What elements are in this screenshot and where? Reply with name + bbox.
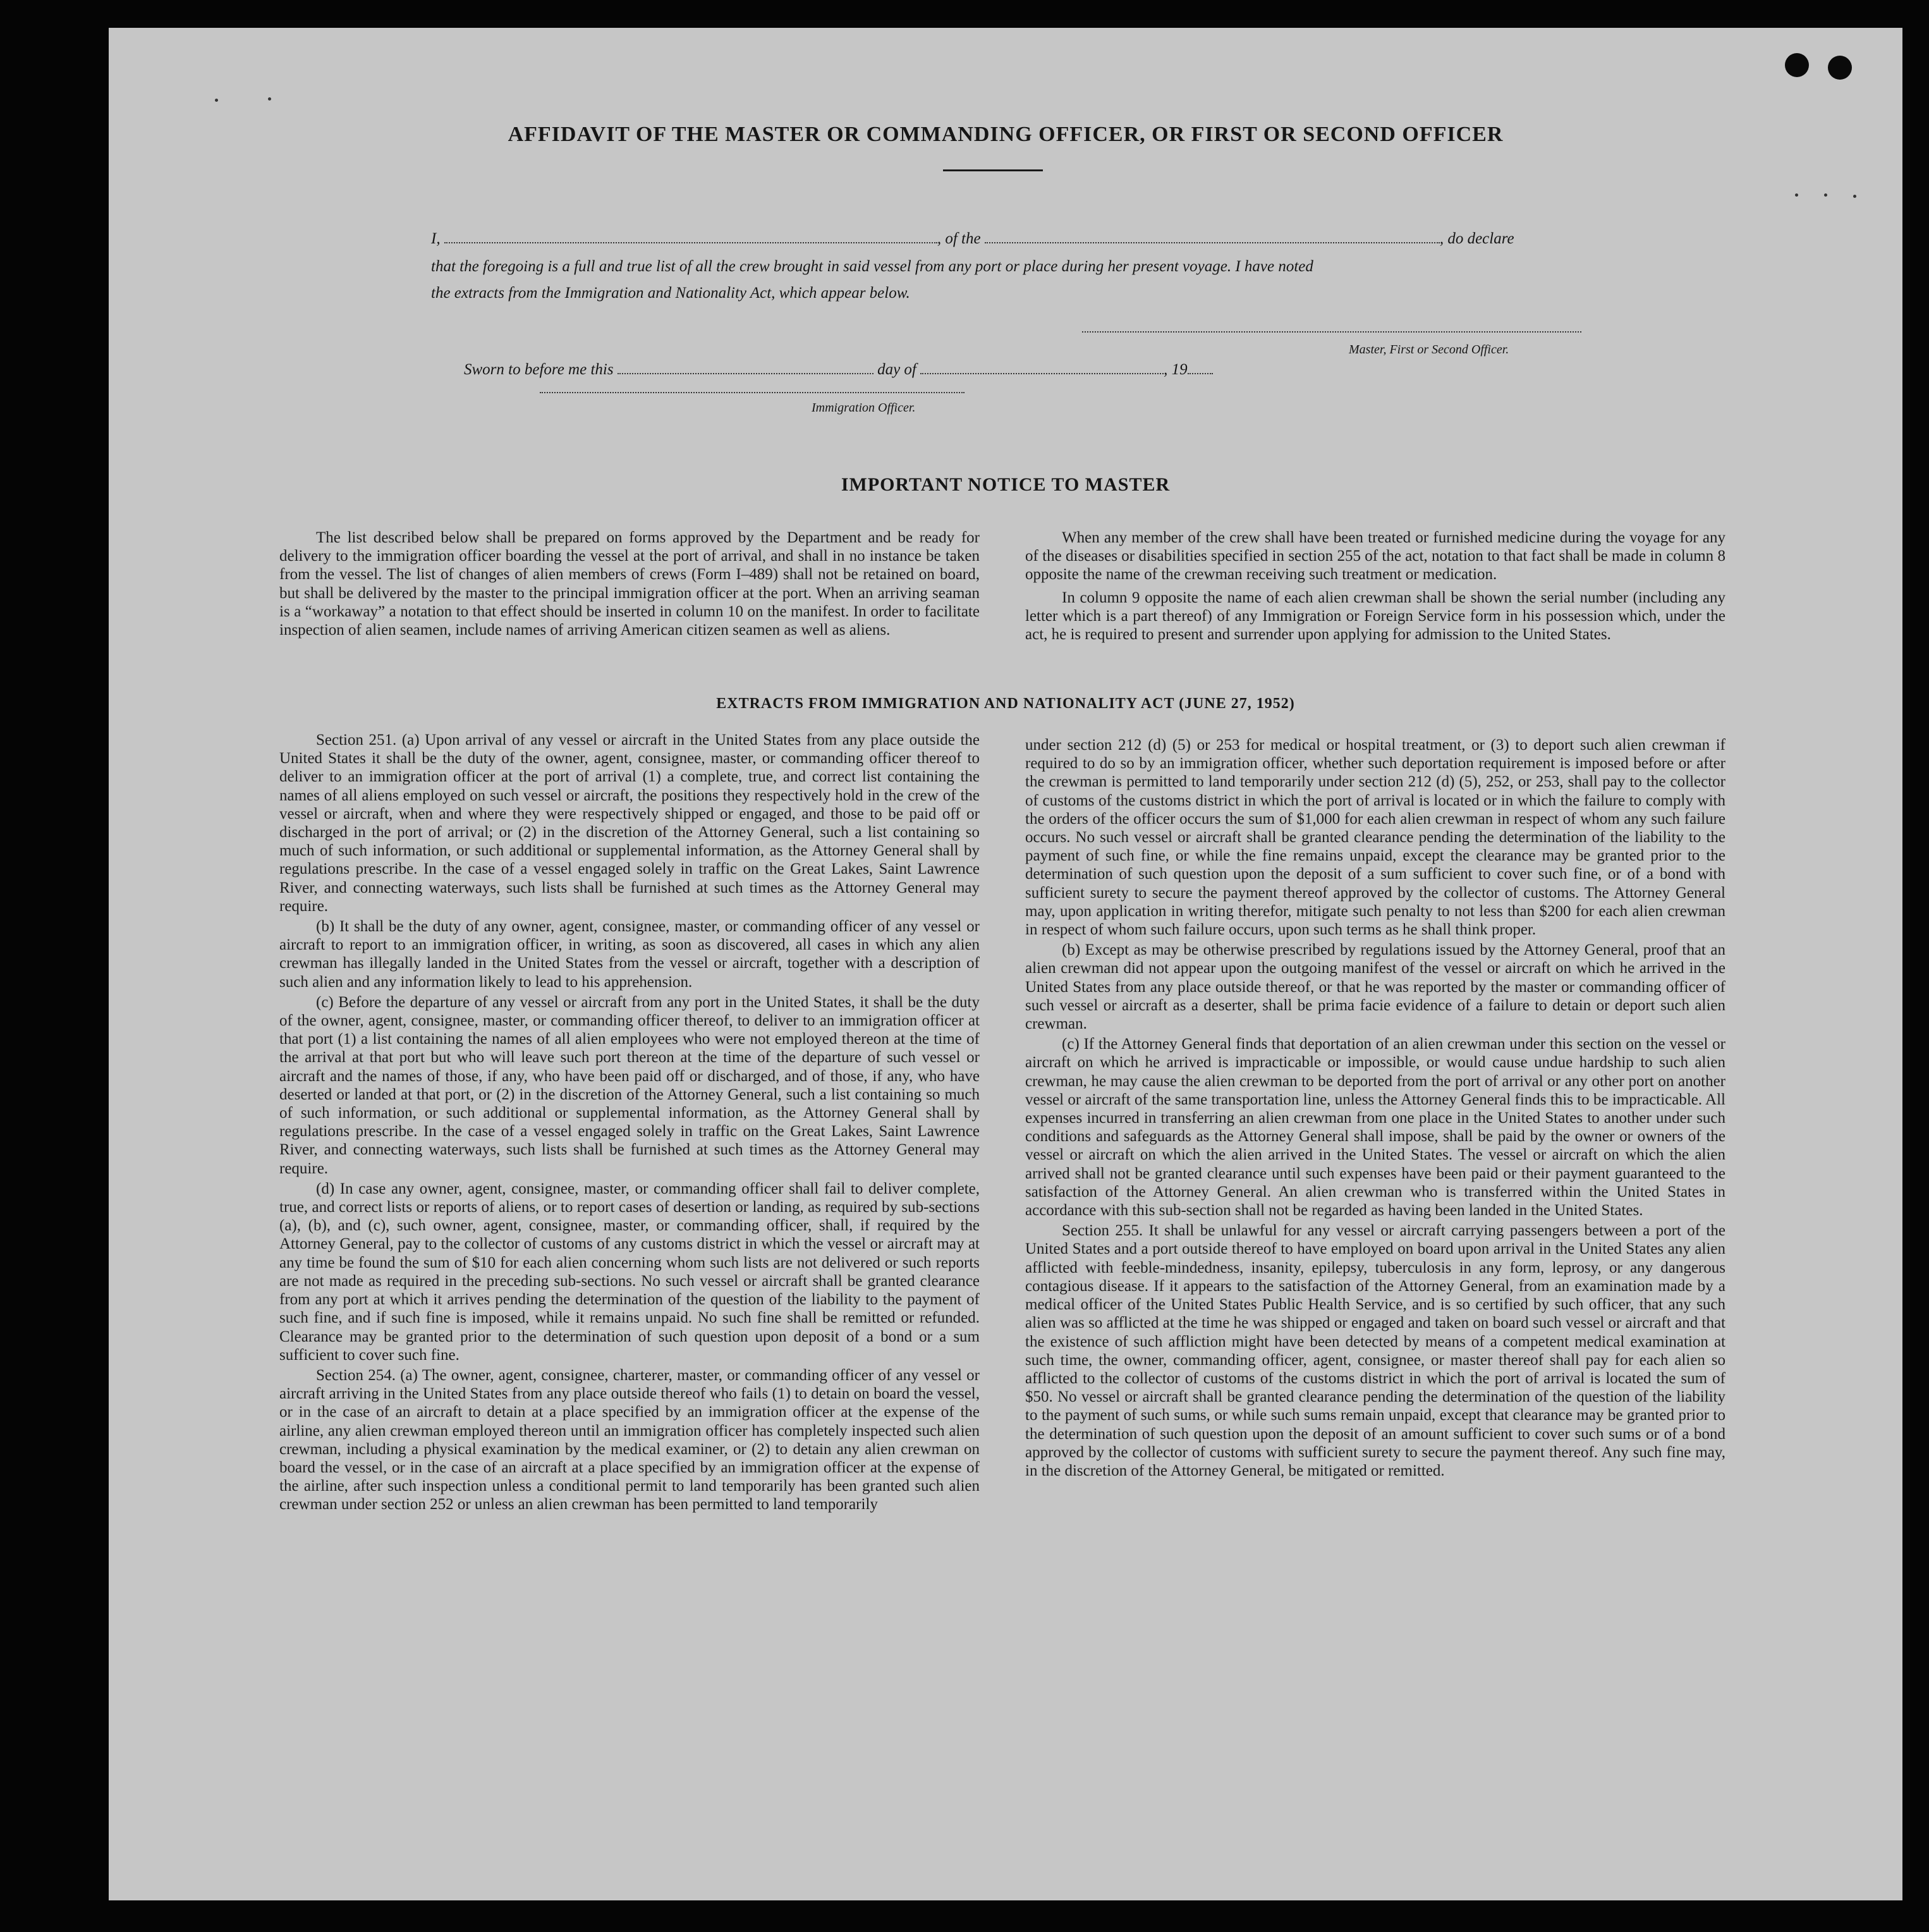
declaration-i-label: I, xyxy=(431,230,441,247)
sworn-day-field[interactable] xyxy=(618,362,873,374)
master-signature-line[interactable] xyxy=(1082,330,1581,333)
notice-paragraph: The list described below shall be prepared on forms approved by the Department and be ready for delivery to the immigration officer boarding the vessel at the port of arrival, and shall in no instance be taken from the vessel. The list of changes of alien members of crews (Form I–489) shall not be retained on board, but shall be delivered by the master to the principal immigration officer at the port. When an arriving seaman is a “workaway” a notation to that effect should be inserted in column 10 on the manifest. In order to facilitate inspection of alien seamen, include names of arriving American citizen seamen as well as aliens. xyxy=(279,529,980,639)
notice-right-column xyxy=(1025,529,1725,645)
extract-paragraph: (b) It shall be the duty of any owner, agent, consignee, master, or commanding officer of any vessel or aircraft to report to an immigration officer, in writing, as soon as discovered, all cases in which any alien crewman has illegally landed in the United States from the vessel or aircraft, together with a description of such alien and any information likely to lead to his apprehension. xyxy=(279,918,980,991)
declaration-line-2: that the foregoing is a full and true list of all the crew brought in said vessel from any port or place during her present voyage. I have noted xyxy=(431,258,1313,275)
declaration-declare-label: , do declare xyxy=(1439,230,1514,247)
affidavit-title: AFFIDAVIT OF THE MASTER OR COMMANDING OFFICER, OR FIRST OR SECOND OFFICER xyxy=(508,123,1504,146)
extracts-title: EXTRACTS FROM IMMIGRATION AND NATIONALITY ACT (JUNE 27, 1952) xyxy=(716,695,1295,712)
extract-paragraph: (d) In case any owner, agent, consignee, master, or commanding officer shall fail to deliver complete, true, and correct lists or reports of aliens, or to report cases of desertion or landing, as required by sub-sections (a), (b), and (c), such owner, agent, consignee, master, or commanding officer, shall, if required by the Attorney General, pay to the collector of customs of any customs district in which the vessel or aircraft may at any time be found the sum of $10 for each alien concerning whom such lists are not delivered or such reports are not made as required in the preceding sub-sections. No such vessel or aircraft shall be granted clearance from any port at which it arrives pending the determination of the question of the liability to the payment of such fine, and if such fine is imposed, while it remains unpaid. No such fine shall be remitted or refunded. Clearance may be granted prior to the determination of such question upon deposit of a bond or a sum sufficient to cover such fine. xyxy=(279,1180,980,1364)
vessel-name-field[interactable] xyxy=(985,231,1440,243)
speck xyxy=(1853,195,1856,198)
extract-paragraph: Section 254. (a) The owner, agent, consignee, charterer, master, or commanding officer of any vessel or aircraft arriving in the United States from any place outside thereof who fails (1) to detain on board the vessel, or in the case of an aircraft to detain at a place specified by an immigration officer at the expense of the airline, any alien crewman employed thereon until an immigration officer has completely inspected such alien crewman, including a physical examination by the medical examiner, or (2) to detain any alien crewman on board the vessel, or in the case of an aircraft at a place specified by an immigration officer at the expense of the airline, after such inspection unless a conditional permit to land temporarily has been granted such alien crewman under section 252 or unless an alien crewman has been permitted to land temporarily xyxy=(279,1366,980,1513)
officer-signature-label: Immigration Officer. xyxy=(812,401,916,415)
declaration-line-1 xyxy=(431,226,1588,252)
day-of-label: day of xyxy=(877,361,916,378)
extract-paragraph: (c) Before the departure of any vessel or aircraft from any port in the United States, it shall be the duty of the owner, agent, consignee, master, or commanding officer thereof, to deliver to an immigration officer at that port (1) a list containing the names of all alien employees who were not employed thereon at the time of the arrival at that port but who will leave such port thereon at the time of the departure of such vessel or aircraft and the names of those, if any, who have been paid off or discharged, and of those, if any, who have deserted or landed at that port, or (2) in the discretion of the Attorney General, such a list containing so much of such information, or such additional or supplemental information, as the Attorney General shall by regulations prescribe. In the case of a vessel engaged solely in traffic on the Great Lakes, Saint Lawrence River, and connecting waterways, such lists shall be furnished at such times as the Attorney General may require. xyxy=(279,993,980,1177)
notice-paragraph: In column 9 opposite the name of each alien crewman shall be shown the serial number (including any letter which is a part thereof) of any Immigration or Foreign Service form in his possession which, under the act, he is required to present and surrender upon applying for admission to the United States. xyxy=(1025,589,1725,644)
sworn-label: Sworn to before me this xyxy=(464,361,614,378)
declaration-line-3: the extracts from the Immigration and Nationality Act, which appear below. xyxy=(431,284,910,302)
notice-left-column xyxy=(279,529,980,641)
title-rule xyxy=(943,169,1043,171)
extract-paragraph: Section 255. It shall be unlawful for any vessel or aircraft carrying passengers between a port of the United States and a port outside thereof to have employed on board upon arrival in the United States any alien afflicted with feeble-mindedness, insanity, epilepsy, tuberculosis in any form, leprosy, or any dangerous contagious disease. If it appears to the satisfaction of the Attorney General, from an examination made by a medical officer of the United States Public Health Service, and is so certified by such officer, that any such alien was so afflicted at the time he was shipped or engaged and taken on board such vessel or aircraft and that the existence of such affliction might have been detected by means of a competent medical examination at such time, the owner, commanding officer, agent, consignee, or master thereof shall pay for each alien so afflicted to the collector of customs of the customs district in which the port of arrival is located the sum of $50. No vessel or aircraft shall be granted clearance pending the determination of the question of the liability to the payment of such sums, or while such sums remain unpaid, except that clearance may be granted prior to the determination of such question upon the deposit of an amount sufficient to cover such sums or of a bond approved by the collector of customs with sufficient surety to secure the payment thereof. Any such fine may, in the discretion of the Attorney General, be mitigated or remitted. xyxy=(1025,1222,1725,1479)
speck xyxy=(1795,193,1798,197)
document-page xyxy=(109,28,1902,1900)
speck xyxy=(1824,193,1827,197)
sworn-line xyxy=(464,361,1213,379)
extract-paragraph: (c) If the Attorney General finds that deportation of an alien crewman under this section on the vessel or aircraft on which he arrived is impracticable or impossible, or would cause undue hardship to such alien crewman, he may cause the alien crewman to be deported from the port of arrival or any other port on another vessel or aircraft of the same transportation line, unless the Attorney General finds this to be impracticable. All expenses incurred in transferring an alien crewman from one place in the United States to another under such conditions and safeguards as the Attorney General shall impose, shall be paid by the owner or owners of the vessel or aircraft on which the alien arrived in the United States. The vessel or aircraft on which the alien arrived shall not be granted clearance until such expenses have been paid or their payment guaranteed to the satisfaction of the Attorney General. An alien crewman who is transferred within the United States in accordance with this sub-section shall not be regarded as having been landed in the United States. xyxy=(1025,1036,1725,1220)
notice-title: IMPORTANT NOTICE TO MASTER xyxy=(841,474,1171,495)
extracts-left-column xyxy=(279,731,980,1516)
sworn-year-field[interactable] xyxy=(1188,362,1213,374)
punch-hole-left xyxy=(1785,53,1809,77)
sworn-month-field[interactable] xyxy=(920,362,1164,374)
notice-paragraph: When any member of the crew shall have been treated or furnished medicine during the voyage for any of the diseases or disabilities specified in section 255 of the act, notation to that fact shall be made in column 8 opposite the name of the crewman receiving such treatment or medication. xyxy=(1025,529,1725,584)
punch-hole-right xyxy=(1828,56,1852,80)
extract-paragraph: (b) Except as may be otherwise prescribed by regulations issued by the Attorney General, proof that an alien crewman did not appear upon the outgoing manifest of the vessel or aircraft on which he arrived in the United States from any place outside thereof, or that he was reported by the master or commanding officer of such vessel or aircraft as a deserter, shall be prima facie evidence of a failure to detain or deport such alien crewman. xyxy=(1025,941,1725,1033)
speck xyxy=(268,97,271,101)
extract-paragraph: Section 251. (a) Upon arrival of any vessel or aircraft in the United States from any place outside the United States it shall be the duty of the owner, agent, consignee, master, or commanding officer thereof to deliver to an immigration officer at the port of arrival (1) a complete, true, and correct list containing the names of all aliens employed on such vessel or aircraft, the positions they respectively hold in the crew of the vessel or aircraft, when and where they were respectively shipped or engaged, and those to be paid off or discharged in the port of arrival; or (2) in the discretion of the Attorney General, such a list containing so much of such information, or such additional or supplemental information, as the Attorney General shall by regulations prescribe. In the case of a vessel engaged solely in traffic on the Great Lakes, Saint Lawrence River, and connecting waterways, such lists shall be furnished at such times as the Attorney General may require. xyxy=(279,731,980,915)
master-signature-label: Master, First or Second Officer. xyxy=(1349,343,1509,357)
declarant-name-field[interactable] xyxy=(444,231,937,243)
speck xyxy=(215,99,218,102)
year-label: , 19 xyxy=(1164,361,1188,378)
extract-paragraph: under section 212 (d) (5) or 253 for medical or hospital treatment, or (3) to deport such alien crewman if required to do so by an immigration officer, whether such deportation requirement is imposed before or after the crewman is permitted to land temporarily under section 212 (d) (5), 252, or 253, shall pay to the collector of customs of the customs district in which the port of arrival is located or in which the failure to comply with the orders of the officer occurs the sum of $1,000 for each alien crewman in respect of whom any such failure occurs. No such vessel or aircraft shall be granted clearance pending the determination of the liability to the payment of such fine, or while the fine remains unpaid, except the clearance may be granted prior to the determination of such question upon the deposit of a sum sufficient to cover such fine, or of a bond with sufficient surety to secure the payment thereof approved by the collector of customs. The Attorney General may, upon application in writing therefor, mitigate such penalty to not less than $200 for each alien crewman in respect of whom such failure occurs, upon such terms as he shall think proper. xyxy=(1025,737,1725,939)
extracts-right-column xyxy=(1025,736,1725,1482)
officer-signature-line[interactable] xyxy=(540,391,964,393)
declaration-of-the-label: , of the xyxy=(937,230,981,247)
